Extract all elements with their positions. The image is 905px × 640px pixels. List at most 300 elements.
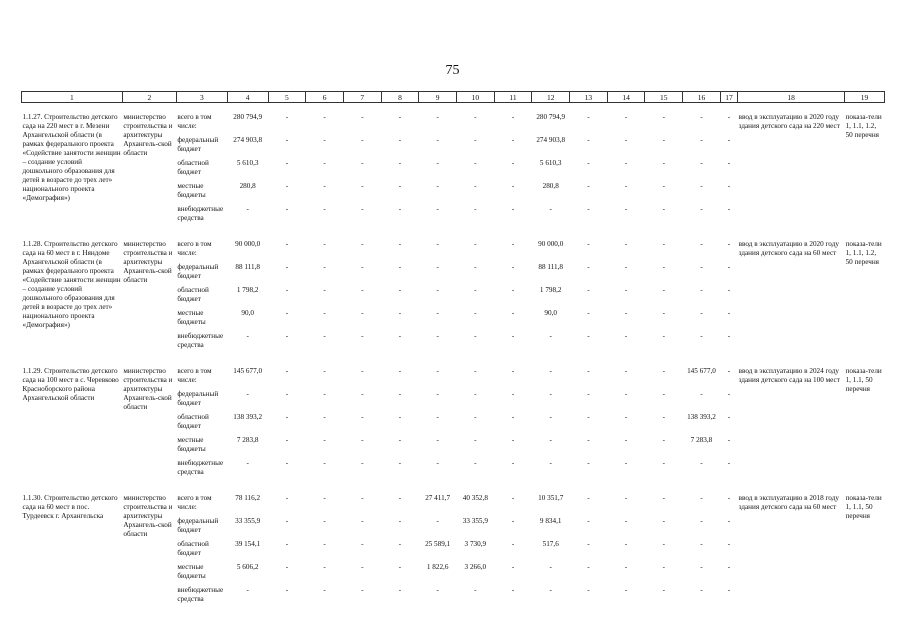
budget-value: -: [323, 563, 326, 571]
budget-value: -: [624, 205, 628, 213]
budget-value: -: [436, 459, 439, 467]
budget-value: -: [549, 586, 552, 594]
expected-result: ввод в эксплуатацию в 2024 году здания детского сада на 100 мест: [738, 367, 840, 384]
budget-value: -: [700, 390, 703, 398]
budget-value: -: [285, 286, 289, 294]
column-header: 8: [381, 92, 419, 103]
budget-value: -: [361, 494, 364, 502]
budget-value: -: [436, 367, 439, 375]
budget-value: -: [361, 113, 364, 121]
budget-value: -: [700, 286, 703, 294]
funding-source: всего в том числе:: [177, 367, 212, 384]
budget-value: -: [323, 586, 326, 594]
page-number: 75: [445, 63, 460, 78]
budget-value: -: [662, 494, 665, 502]
budget-value: -: [587, 413, 590, 421]
budget-value: -: [361, 182, 364, 190]
budget-value: -: [436, 263, 439, 271]
budget-value: -: [323, 263, 326, 271]
budget-value: -: [323, 517, 326, 525]
budget-value: -: [323, 309, 326, 317]
table-body: [22, 103, 885, 622]
budget-value: -: [436, 309, 439, 317]
budget-value: -: [436, 390, 439, 398]
budget-value: -: [624, 159, 628, 167]
budget-value: -: [624, 459, 628, 467]
column-header: 10: [456, 92, 494, 103]
table-row: [22, 240, 885, 263]
budget-value: -: [436, 332, 439, 340]
budget-value: -: [700, 586, 703, 594]
budget-value: 90 000,0: [538, 240, 564, 248]
funding-source: местные бюджеты: [177, 309, 206, 326]
budget-value: 33 355,9: [462, 517, 488, 525]
budget-value: 138 393,2: [233, 413, 263, 421]
budget-value: -: [624, 136, 628, 144]
budget-value: 5 606,2: [236, 563, 259, 571]
budget-value: -: [511, 240, 515, 248]
budget-value: -: [323, 286, 326, 294]
budget-value: -: [323, 159, 326, 167]
budget-value: 39 154,1: [235, 540, 261, 548]
budget-value: 3 266,0: [464, 563, 487, 571]
column-header: 6: [306, 92, 344, 103]
budget-value: -: [285, 332, 289, 340]
budget-value: -: [727, 494, 731, 502]
budget-value: -: [624, 563, 628, 571]
table-row: [22, 367, 885, 390]
column-header: 17: [720, 92, 737, 103]
budget-value: -: [361, 240, 364, 248]
budget-value: -: [727, 367, 731, 375]
budget-value: -: [662, 263, 665, 271]
budget-value: -: [361, 563, 364, 571]
budget-value: -: [549, 459, 552, 467]
budget-value: -: [398, 390, 402, 398]
budget-value: -: [511, 113, 515, 121]
funding-source: внебюджетные средства: [177, 205, 224, 222]
budget-value: 5 610,3: [236, 159, 259, 167]
budget-value: -: [549, 390, 552, 398]
funding-source: всего в том числе:: [177, 240, 212, 257]
budget-value: 9 834,1: [539, 517, 562, 525]
budget-value: -: [246, 390, 249, 398]
budget-value: -: [700, 563, 703, 571]
project-name: 1.1.27. Строительство детского сада на 220 мест в г. Мезени Архангельской области (в рамках федерального проекта «Содействие занятости женщин – создание условий дошкольного образования для детей в возрасте до трех лет» национального проекта «Демография»): [22, 113, 121, 202]
budget-value: 280,8: [542, 182, 559, 190]
budget-value: -: [727, 263, 731, 271]
column-header: 4: [227, 92, 268, 103]
budget-value: -: [323, 136, 326, 144]
budget-value: -: [662, 182, 665, 190]
budget-value: -: [323, 413, 326, 421]
budget-value: -: [285, 586, 289, 594]
column-header: 9: [419, 92, 457, 103]
budget-value: -: [323, 367, 326, 375]
budget-value: -: [662, 240, 665, 248]
budget-value: -: [285, 367, 289, 375]
project-name: 1.1.28. Строительство детского сада на 60 мест в г. Няндоме Архангельской области (в рамках федерального проекта «Содействие занятости женщин – создание условий дошкольного образования для детей в возрасте до трех лет» национального проекта «Демография»): [22, 240, 121, 329]
budget-value: 33 355,9: [235, 517, 261, 525]
budget-value: -: [398, 159, 402, 167]
budget-value: -: [361, 367, 364, 375]
budget-value: -: [662, 586, 665, 594]
budget-value: -: [398, 205, 402, 213]
program-indicators: показа-тели 1, 1.1, 50 перечня: [845, 494, 882, 520]
funding-source: внебюджетные средства: [177, 459, 224, 476]
table-header-row: [22, 92, 885, 103]
budget-value: -: [624, 494, 628, 502]
funding-source: федеральный бюджет: [177, 136, 219, 153]
budget-value: -: [285, 517, 289, 525]
funding-source: местные бюджеты: [177, 182, 206, 199]
budget-value: -: [700, 517, 703, 525]
funding-source: федеральный бюджет: [177, 517, 219, 534]
budget-value: -: [361, 309, 364, 317]
budget-value: -: [398, 367, 402, 375]
budget-value: 10 351,7: [538, 494, 564, 502]
budget-value: -: [624, 413, 628, 421]
budget-value: -: [511, 390, 515, 398]
budget-value: -: [398, 563, 402, 571]
budget-value: -: [587, 494, 590, 502]
project-name: 1.1.29. Строительство детского сада на 100 мест в с. Черевково Красноборского района Архангельской области: [22, 367, 119, 402]
budget-value: -: [727, 586, 731, 594]
budget-value: -: [361, 459, 364, 467]
budget-value: -: [587, 390, 590, 398]
budget-value: 40 352,8: [462, 494, 488, 502]
budget-value: -: [511, 205, 515, 213]
budget-value: -: [398, 136, 402, 144]
budget-value: -: [549, 436, 552, 444]
column-header: 18: [738, 92, 845, 103]
budget-value: -: [511, 413, 515, 421]
budget-value: 78 116,2: [235, 494, 261, 502]
funding-source: всего в том числе:: [177, 113, 212, 130]
budget-value: 138 393,2: [687, 413, 716, 421]
budget-value: -: [549, 205, 552, 213]
budget-value: -: [474, 205, 477, 213]
budget-value: -: [662, 205, 665, 213]
budget-value: -: [511, 159, 515, 167]
budget-value: -: [727, 413, 731, 421]
budget-value: -: [587, 136, 590, 144]
budget-value: -: [285, 136, 289, 144]
budget-value: -: [361, 517, 364, 525]
budget-value: -: [700, 136, 703, 144]
column-header: 2: [122, 92, 176, 103]
budget-value: -: [285, 494, 289, 502]
budget-value: -: [727, 240, 731, 248]
budget-value: -: [398, 586, 402, 594]
budget-value: -: [323, 390, 326, 398]
budget-value: 280 794,9: [233, 113, 263, 121]
budget-value: -: [727, 563, 731, 571]
budget-value: -: [361, 286, 364, 294]
budget-value: -: [398, 286, 402, 294]
budget-value: -: [511, 182, 515, 190]
project-executor: министерство строительства и архитектуры Архангель-ской области: [123, 113, 173, 157]
budget-value: 27 411,7: [425, 494, 451, 502]
budget-value: -: [662, 390, 665, 398]
budget-value: -: [474, 309, 477, 317]
budget-value: -: [398, 263, 402, 271]
budget-value: 7 283,8: [236, 436, 259, 444]
column-header: 1: [22, 92, 123, 103]
funding-source: всего в том числе:: [177, 494, 212, 511]
table-row: [22, 113, 885, 136]
budget-value: -: [398, 309, 402, 317]
budget-value: -: [436, 586, 439, 594]
budget-value: -: [323, 540, 326, 548]
budget-value: -: [587, 586, 590, 594]
budget-value: -: [285, 540, 289, 548]
budget-value: -: [436, 413, 439, 421]
budget-value: -: [727, 113, 731, 121]
budget-value: -: [727, 459, 731, 467]
funding-source: внебюджетные средства: [177, 586, 224, 603]
budget-value: -: [285, 113, 289, 121]
budget-value: -: [662, 436, 665, 444]
budget-value: -: [323, 436, 326, 444]
budget-value: -: [398, 113, 402, 121]
budget-value: -: [285, 182, 289, 190]
budget-value: -: [361, 263, 364, 271]
budget-value: -: [662, 413, 665, 421]
funding-source: федеральный бюджет: [177, 390, 219, 407]
budget-value: -: [285, 436, 289, 444]
budget-value: -: [662, 517, 665, 525]
budget-value: -: [436, 182, 439, 190]
budget-value: -: [398, 540, 402, 548]
budget-table: [21, 91, 885, 621]
table-row: [22, 494, 885, 517]
budget-value: -: [398, 332, 402, 340]
column-header: 16: [683, 92, 721, 103]
budget-value: -: [474, 263, 477, 271]
budget-value: -: [624, 390, 628, 398]
budget-value: -: [662, 136, 665, 144]
budget-value: -: [587, 182, 590, 190]
budget-value: -: [246, 586, 249, 594]
budget-value: 7 283,8: [690, 436, 713, 444]
budget-value: -: [361, 390, 364, 398]
budget-value: -: [361, 436, 364, 444]
budget-value: -: [587, 286, 590, 294]
budget-value: -: [700, 540, 703, 548]
column-header: 13: [570, 92, 608, 103]
budget-value: -: [662, 563, 665, 571]
budget-value: -: [624, 517, 628, 525]
budget-value: -: [323, 494, 326, 502]
budget-value: 1 798,2: [236, 286, 259, 294]
budget-value: -: [436, 286, 439, 294]
column-header: 12: [532, 92, 570, 103]
budget-value: 88 111,8: [235, 263, 260, 271]
budget-value: -: [587, 436, 590, 444]
column-header: 14: [607, 92, 645, 103]
funding-source: федеральный бюджет: [177, 263, 219, 280]
budget-value: -: [323, 240, 326, 248]
budget-value: 3 730,9: [464, 540, 487, 548]
budget-value: -: [624, 367, 628, 375]
budget-value: 25 589,1: [425, 540, 451, 548]
budget-value: -: [474, 332, 477, 340]
budget-value: -: [624, 182, 628, 190]
budget-value: 517,6: [542, 540, 559, 548]
budget-value: -: [587, 332, 590, 340]
column-header: 19: [845, 92, 885, 103]
budget-value: -: [727, 309, 731, 317]
budget-value: 145 677,0: [687, 367, 716, 375]
budget-value: -: [587, 205, 590, 213]
budget-value: -: [511, 263, 515, 271]
budget-value: -: [285, 459, 289, 467]
budget-value: -: [511, 286, 515, 294]
budget-value: -: [285, 205, 289, 213]
budget-value: -: [511, 436, 515, 444]
budget-value: -: [398, 436, 402, 444]
budget-value: -: [700, 113, 703, 121]
budget-value: -: [474, 113, 477, 121]
budget-value: -: [285, 413, 289, 421]
budget-value: -: [624, 240, 628, 248]
budget-value: -: [700, 240, 703, 248]
budget-value: 1 822,6: [426, 563, 449, 571]
project-name: 1.1.30. Строительство детского сада на 60 мест в пос. Турдеевск г. Архангельска: [22, 494, 118, 520]
budget-value: -: [323, 182, 326, 190]
budget-value: -: [474, 240, 477, 248]
budget-value: -: [700, 332, 703, 340]
expected-result: ввод в эксплуатацию в 2018 году здания детского сада на 60 мест: [738, 494, 839, 511]
program-indicators: показа-тели 1, 1.1, 50 перечня: [845, 367, 882, 393]
column-header: 7: [343, 92, 381, 103]
project-executor: министерство строительства и архитектуры Архангель-ской области: [123, 494, 173, 538]
budget-value: 90 000,0: [235, 240, 261, 248]
budget-value: -: [727, 286, 731, 294]
budget-value: 274 903,8: [536, 136, 566, 144]
funding-source: областной бюджет: [177, 159, 209, 176]
budget-value: -: [727, 159, 731, 167]
budget-value: 5 610,3: [539, 159, 562, 167]
budget-value: -: [246, 332, 249, 340]
funding-source: областной бюджет: [177, 540, 209, 557]
budget-value: -: [511, 517, 515, 525]
budget-value: -: [474, 286, 477, 294]
budget-value: -: [727, 436, 731, 444]
budget-value: -: [511, 586, 515, 594]
budget-value: -: [511, 136, 515, 144]
program-indicators: показа-тели 1, 1.1, 1.2, 50 перечня: [845, 113, 882, 139]
budget-value: -: [474, 413, 477, 421]
budget-value: -: [624, 309, 628, 317]
budget-value: -: [727, 182, 731, 190]
budget-value: -: [436, 136, 439, 144]
budget-value: 145 677,0: [233, 367, 263, 375]
budget-value: -: [624, 586, 628, 594]
budget-value: -: [624, 113, 628, 121]
budget-value: -: [361, 413, 364, 421]
budget-value: -: [361, 540, 364, 548]
budget-value: -: [398, 517, 402, 525]
budget-value: -: [246, 459, 249, 467]
budget-value: -: [511, 494, 515, 502]
budget-value: -: [285, 263, 289, 271]
budget-value: -: [662, 113, 665, 121]
budget-value: 88 111,8: [538, 263, 564, 271]
budget-value: -: [727, 205, 731, 213]
budget-value: -: [727, 136, 731, 144]
budget-value: -: [549, 332, 552, 340]
budget-value: -: [474, 390, 477, 398]
budget-value: -: [474, 436, 477, 444]
budget-value: -: [511, 309, 515, 317]
budget-value: -: [474, 586, 477, 594]
budget-value: -: [587, 263, 590, 271]
budget-value: -: [549, 563, 552, 571]
funding-source: местные бюджеты: [177, 436, 206, 453]
budget-value: -: [474, 459, 477, 467]
budget-value: -: [474, 159, 477, 167]
budget-value: -: [587, 240, 590, 248]
budget-value: -: [700, 205, 703, 213]
column-header: 11: [494, 92, 532, 103]
budget-value: -: [474, 136, 477, 144]
budget-value: -: [587, 459, 590, 467]
budget-value: -: [727, 390, 731, 398]
budget-value: -: [727, 540, 731, 548]
budget-value: -: [323, 459, 326, 467]
budget-value: -: [662, 459, 665, 467]
budget-value: -: [285, 563, 289, 571]
budget-value: -: [511, 332, 515, 340]
budget-value: 274 903,8: [233, 136, 263, 144]
column-header: 5: [268, 92, 306, 103]
budget-value: -: [361, 586, 364, 594]
budget-value: -: [285, 309, 289, 317]
budget-value: -: [511, 563, 515, 571]
budget-value: -: [727, 332, 731, 340]
budget-value: -: [624, 540, 628, 548]
budget-value: -: [246, 205, 249, 213]
column-header: 3: [176, 92, 227, 103]
budget-value: -: [587, 540, 590, 548]
budget-value: -: [587, 113, 590, 121]
budget-value: -: [700, 309, 703, 317]
budget-value: -: [662, 540, 665, 548]
budget-value: -: [361, 205, 364, 213]
budget-value: -: [474, 367, 477, 375]
budget-value: -: [587, 563, 590, 571]
budget-value: -: [323, 205, 326, 213]
budget-value: -: [587, 367, 590, 375]
budget-value: -: [662, 367, 665, 375]
budget-value: -: [398, 240, 402, 248]
budget-value: -: [436, 240, 439, 248]
expected-result: ввод в эксплуатацию в 2020 году здания детского сада на 220 мест: [738, 113, 840, 130]
budget-value: -: [700, 459, 703, 467]
funding-source: областной бюджет: [177, 413, 209, 430]
program-indicators: показа-тели 1, 1.1, 1.2, 50 перечня: [845, 240, 882, 266]
budget-value: -: [587, 309, 590, 317]
budget-value: -: [700, 494, 703, 502]
budget-value: -: [361, 136, 364, 144]
budget-value: -: [700, 159, 703, 167]
budget-value: -: [323, 113, 326, 121]
budget-value: -: [398, 494, 402, 502]
budget-value: -: [436, 159, 439, 167]
budget-value: -: [436, 205, 439, 213]
